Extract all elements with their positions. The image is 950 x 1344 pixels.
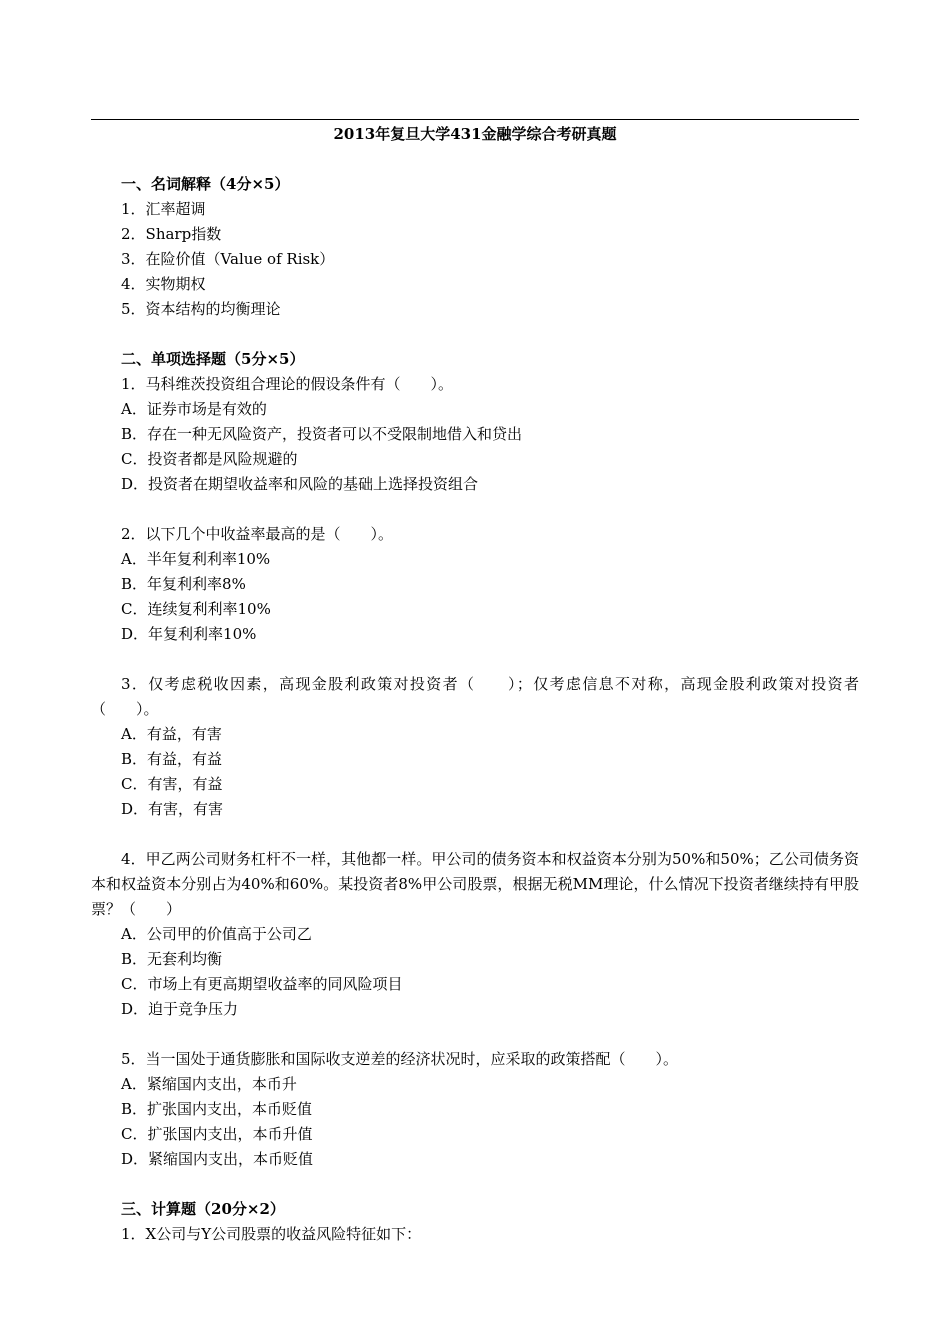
section-heading: 三、计算题（20分×2）: [121, 1200, 285, 1218]
section-heading: 一、名词解释（4分×5）: [121, 175, 290, 193]
question-stem: 1．马科维茨投资组合理论的假设条件有（ ）。: [121, 375, 454, 393]
document-body: [91, 172, 859, 1247]
header-rule: [91, 119, 859, 120]
question-option: B．年复利利率8%: [121, 575, 246, 593]
calc-question: 1．X公司与Y公司股票的收益风险特征如下：: [121, 1225, 422, 1243]
question-option: A．有益，有害: [121, 725, 222, 743]
question-option: D．投资者在期望收益率和风险的基础上选择投资组合: [121, 475, 479, 493]
question-option: A．半年复利利率10%: [121, 550, 271, 568]
question-option: C．投资者都是风险规避的: [121, 450, 298, 468]
question-option: D．紧缩国内支出，本币贬值: [121, 1150, 314, 1168]
question-option: A．紧缩国内支出，本币升: [121, 1075, 297, 1093]
term-item: 5．资本结构的均衡理论: [121, 300, 281, 318]
question-option: C．有害，有益: [121, 775, 223, 793]
question-option: B．无套利均衡: [121, 950, 223, 968]
page-title: 2013年复旦大学431金融学综合考研真题: [333, 125, 617, 143]
question-option: B．存在一种无风险资产，投资者可以不受限制地借入和贷出: [121, 425, 523, 443]
question-stem: 3．仅考虑税收因素，高现金股利政策对投资者（ ）；仅考虑信息不对称，高现金股利政策对投资者（ ）。: [91, 675, 859, 718]
question-option: B．有益，有益: [121, 750, 223, 768]
question-option: C．市场上有更高期望收益率的同风险项目: [121, 975, 403, 993]
term-item: 1．汇率超调: [121, 200, 206, 218]
question-option: D．年复利利率10%: [121, 625, 257, 643]
question-option: D．迫于竞争压力: [121, 1000, 239, 1018]
question-option: B．扩张国内支出，本币贬值: [121, 1100, 313, 1118]
term-item: 3．在险价值（Value of Risk）: [121, 250, 335, 268]
question-option: C．连续复利利率10%: [121, 600, 271, 618]
question-option: C．扩张国内支出，本币升值: [121, 1125, 313, 1143]
question-option: D．有害，有害: [121, 800, 224, 818]
question-stem: 4．甲乙两公司财务杠杆不一样，其他都一样。甲公司的债务资本和权益资本分别为50%和50%；乙公司债务资本和权益资本分别占为40%和60%。某投资者8%甲公司股票，根据无税MM理论，什么情况下投资者继续持有甲股票？（ ）: [91, 850, 859, 918]
question-option: A．证券市场是有效的: [121, 400, 267, 418]
term-item: 2．Sharp指数: [121, 225, 222, 243]
term-item: 4．实物期权: [121, 275, 206, 293]
question-stem: 2．以下几个中收益率最高的是（ ）。: [121, 525, 394, 543]
question-stem: 5．当一国处于通货膨胀和国际收支逆差的经济状况时，应采取的政策搭配（ ）。: [121, 1050, 679, 1068]
section-heading: 二、单项选择题（5分×5）: [121, 350, 305, 368]
question-option: A．公司甲的价值高于公司乙: [121, 925, 312, 943]
